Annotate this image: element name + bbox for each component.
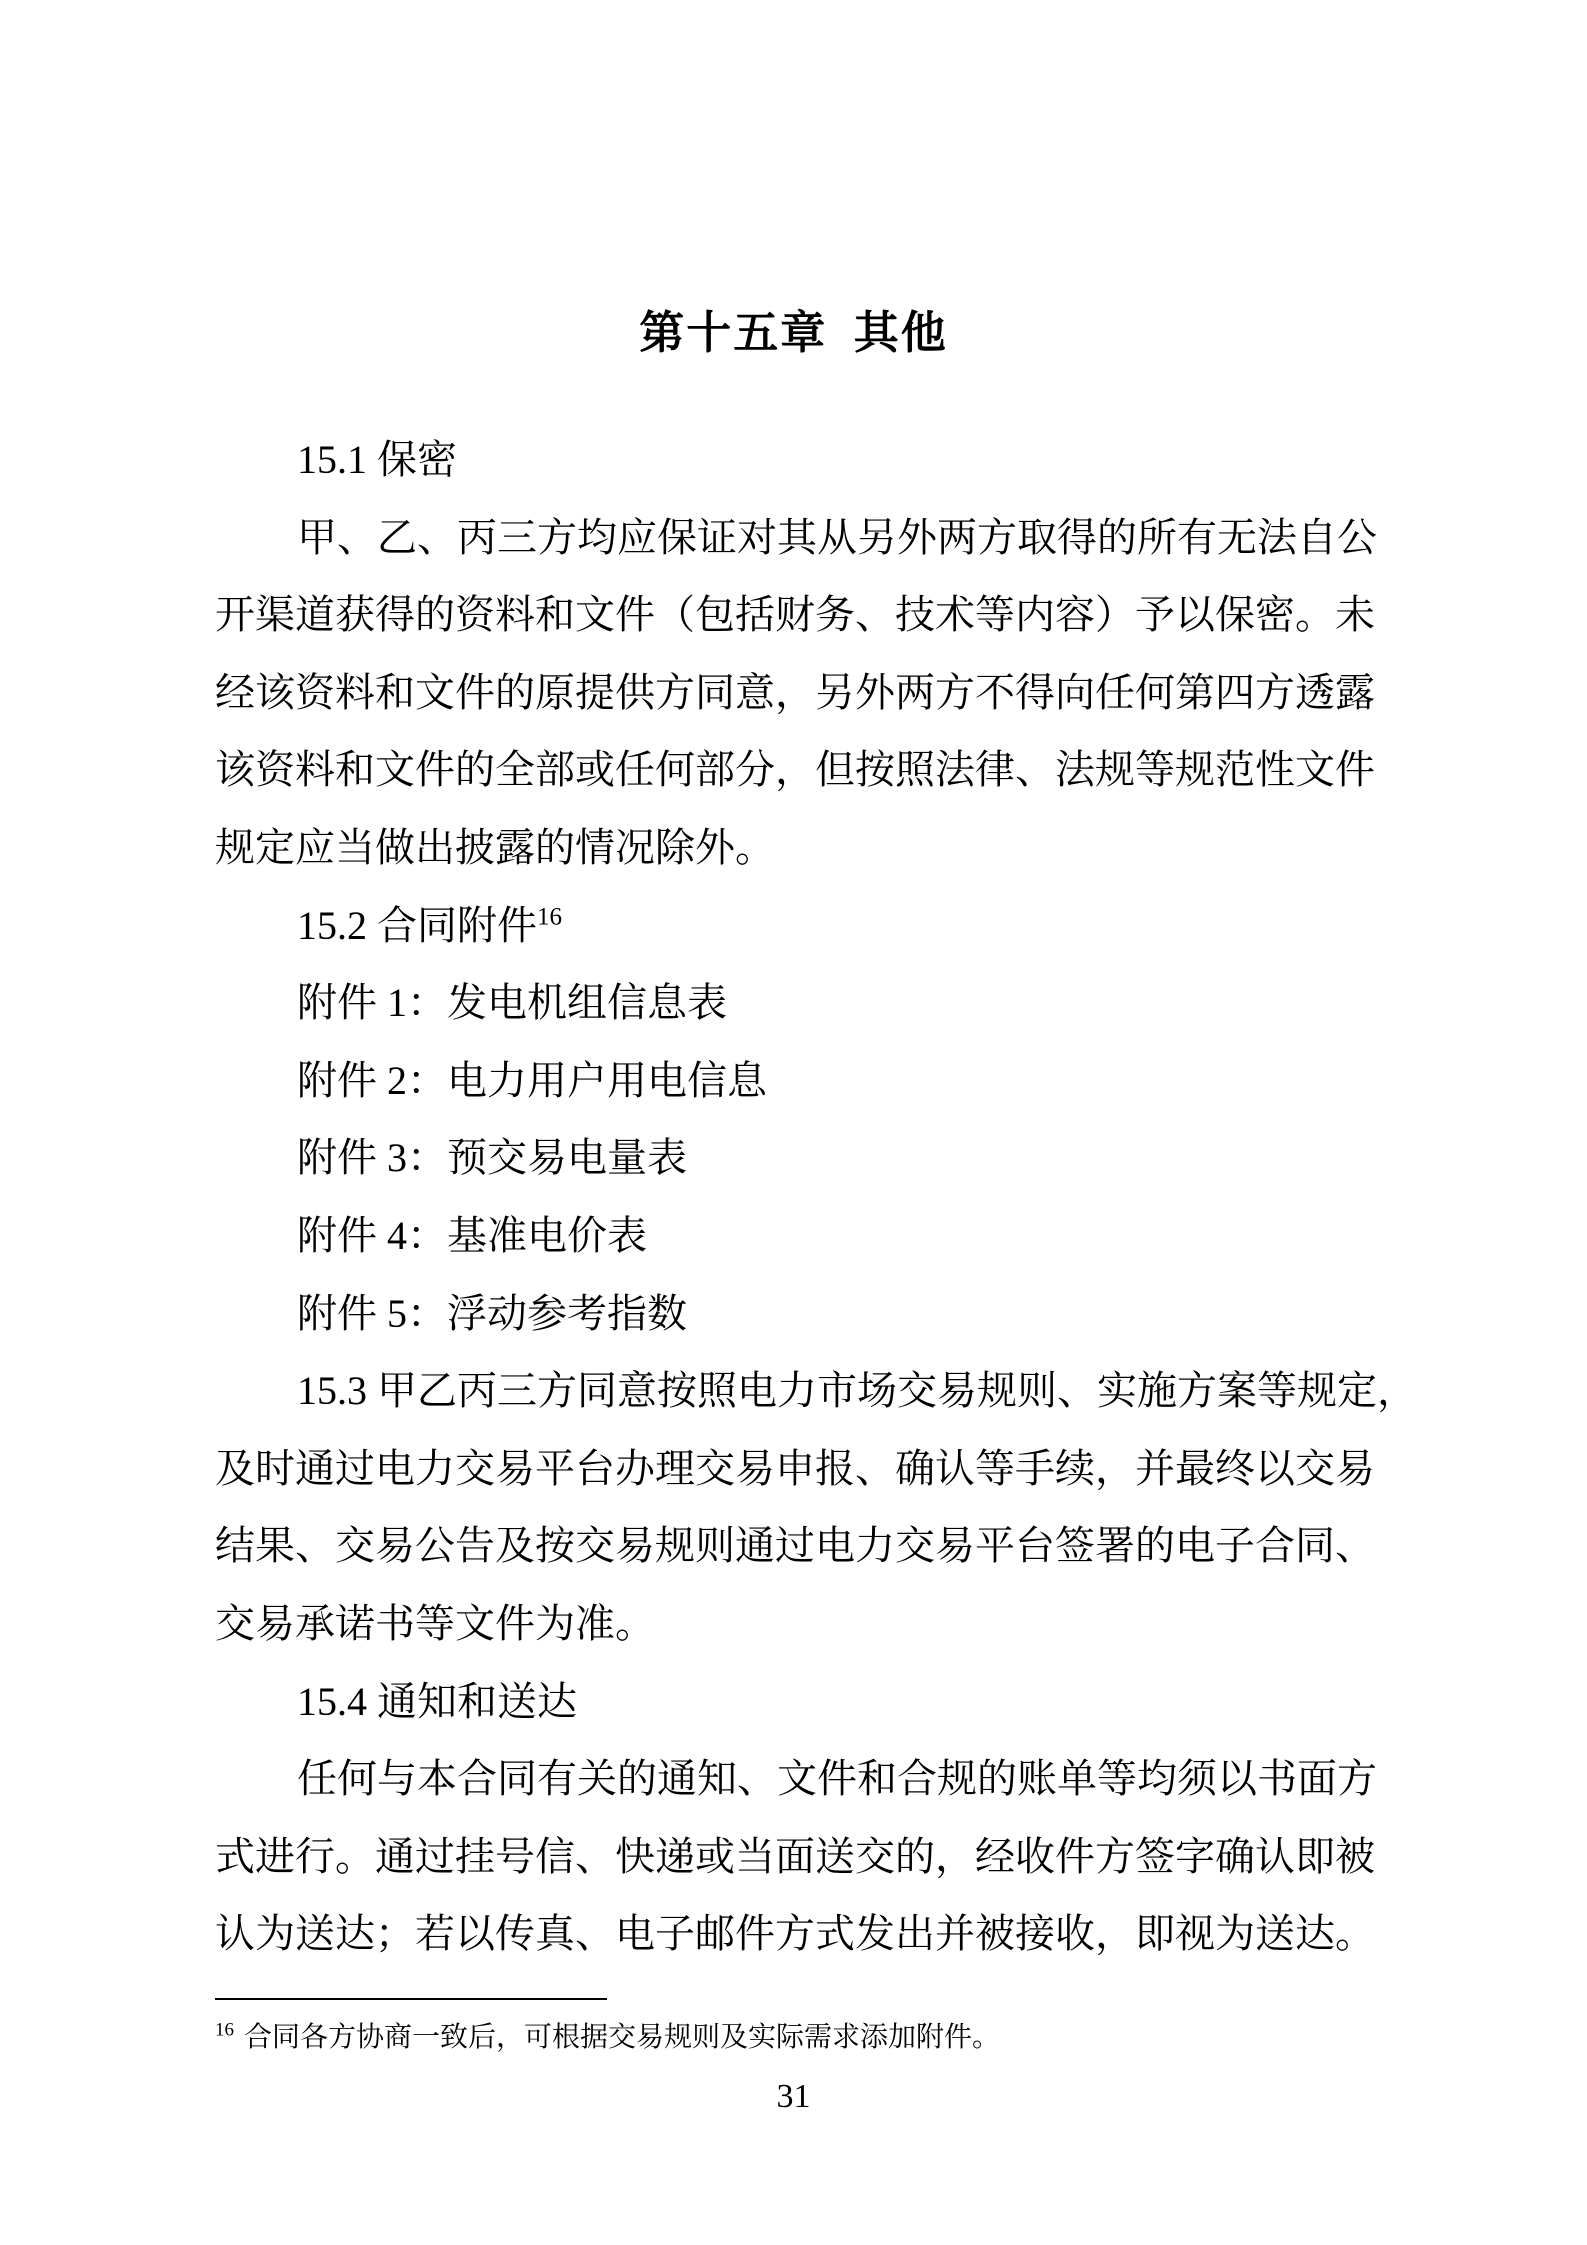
attachment-item-4: 附件 4：基准电价表 bbox=[297, 1212, 647, 1258]
attachment-item-5: 附件 5：浮动参考指数 bbox=[297, 1290, 687, 1336]
section-15-3-line: 15.3 甲乙丙三方同意按照电力市场交易规则、实施方案等规定， bbox=[297, 1368, 1417, 1414]
attachment-item-2: 附件 2：电力用户用电信息 bbox=[297, 1057, 767, 1103]
body-line: 经该资料和文件的原提供方同意，另外两方不得向任何第四方透露 bbox=[215, 669, 1375, 715]
section-heading-15-4: 15.4 通知和送达 bbox=[297, 1678, 577, 1724]
body-line: 甲、乙、丙三方均应保证对其从另外两方取得的所有无法自公 bbox=[297, 514, 1377, 560]
footnote bbox=[215, 2016, 1375, 2060]
body-line: 开渠道获得的资料和文件（包括财务、技术等内容）予以保密。未 bbox=[215, 592, 1375, 638]
body-text bbox=[215, 421, 1417, 1973]
page-number: 31 bbox=[776, 2078, 811, 2115]
body-line: 认为送达；若以传真、电子邮件方式发出并被接收，即视为送达。 bbox=[215, 1911, 1375, 1957]
body-line: 式进行。通过挂号信、快递或当面送交的，经收件方签字确认即被 bbox=[215, 1833, 1375, 1879]
attachment-item-3: 附件 3：预交易电量表 bbox=[297, 1135, 687, 1181]
body-line: 任何与本合同有关的通知、文件和合规的账单等均须以书面方 bbox=[297, 1756, 1377, 1802]
footnote-marker: 16 bbox=[215, 2019, 234, 2041]
attachment-item-1: 附件 1：发电机组信息表 bbox=[297, 980, 727, 1026]
section-heading-15-1: 15.1 保密 bbox=[297, 437, 457, 482]
section-heading-text: 15.2 合同附件 bbox=[297, 902, 537, 948]
body-line: 结果、交易公告及按交易规则通过电力交易平台签署的电子合同、 bbox=[215, 1523, 1375, 1569]
body-line: 该资料和文件的全部或任何部分，但按照法律、法规等规范性文件 bbox=[215, 747, 1375, 793]
section-heading-15-2 bbox=[215, 887, 1375, 965]
footnote-reference: 16 bbox=[537, 903, 562, 931]
body-line: 规定应当做出披露的情况除外。 bbox=[215, 824, 775, 870]
footnote-divider bbox=[215, 1998, 607, 2000]
footnote-text: 合同各方协商一致后，可根据交易规则及实际需求添加附件。 bbox=[244, 2022, 1001, 2053]
body-line: 交易承诺书等文件为准。 bbox=[215, 1600, 655, 1646]
body-line: 及时通过电力交易平台办理交易申报、确认等手续，并最终以交易 bbox=[215, 1445, 1375, 1491]
chapter-title: 第十五章 其他 bbox=[639, 308, 948, 358]
